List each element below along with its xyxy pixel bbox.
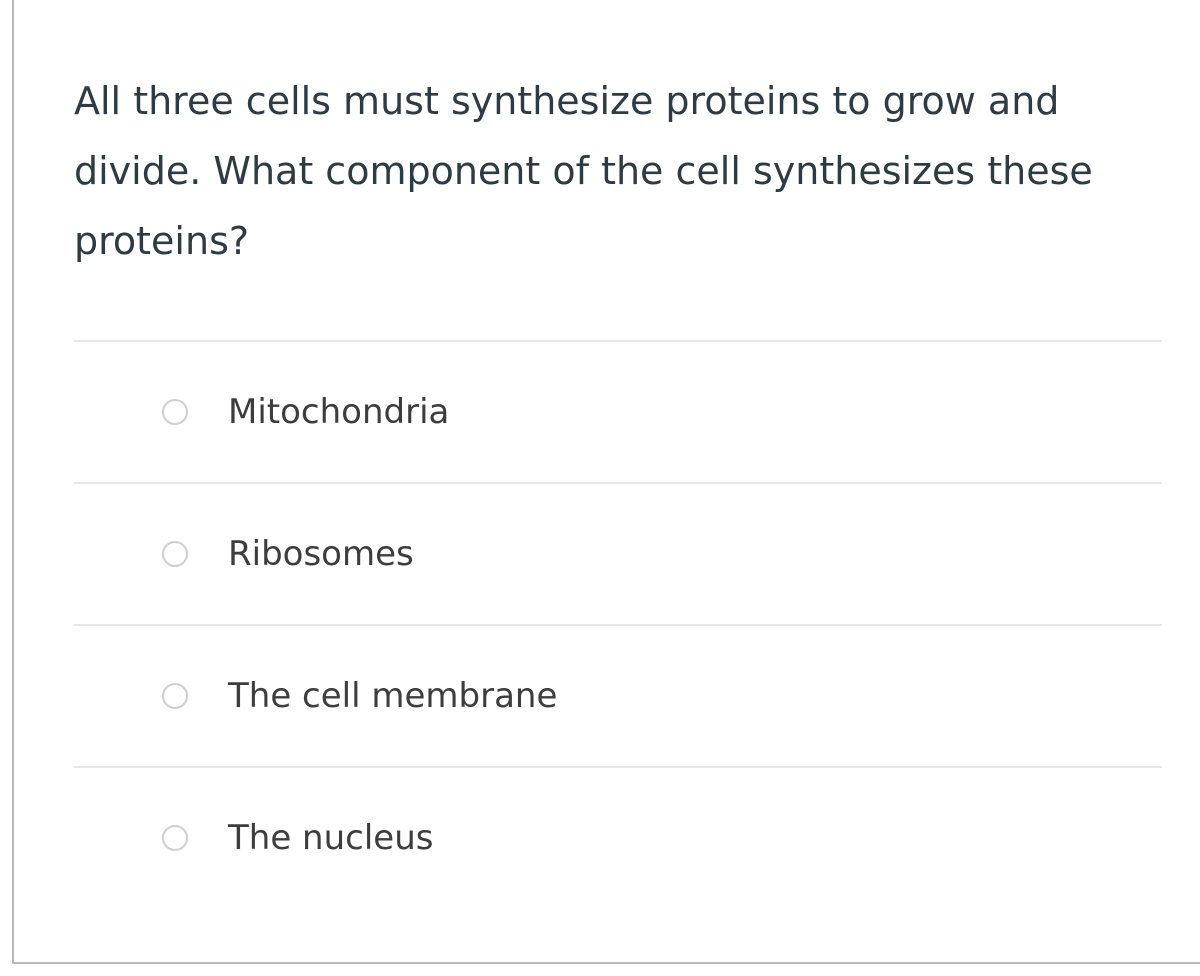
- radio-button-icon[interactable]: [162, 825, 188, 851]
- option-nucleus[interactable]: [74, 768, 1162, 908]
- option-cell-membrane[interactable]: [74, 626, 1162, 766]
- option-label: The cell membrane: [228, 676, 558, 716]
- radio-button-icon[interactable]: [162, 399, 188, 425]
- option-label: The nucleus: [228, 818, 434, 858]
- option-mitochondria[interactable]: [74, 342, 1162, 482]
- question-text: All three cells must synthesize proteins to grow and divide. What component of the cell synthesizes these proteins?: [74, 79, 1093, 263]
- answer-options: [74, 340, 1162, 908]
- quiz-question-panel: [12, 0, 1200, 964]
- option-label: Mitochondria: [228, 392, 450, 432]
- option-ribosomes[interactable]: [74, 484, 1162, 624]
- option-label: Ribosomes: [228, 534, 414, 574]
- radio-button-icon[interactable]: [162, 683, 188, 709]
- radio-button-icon[interactable]: [162, 541, 188, 567]
